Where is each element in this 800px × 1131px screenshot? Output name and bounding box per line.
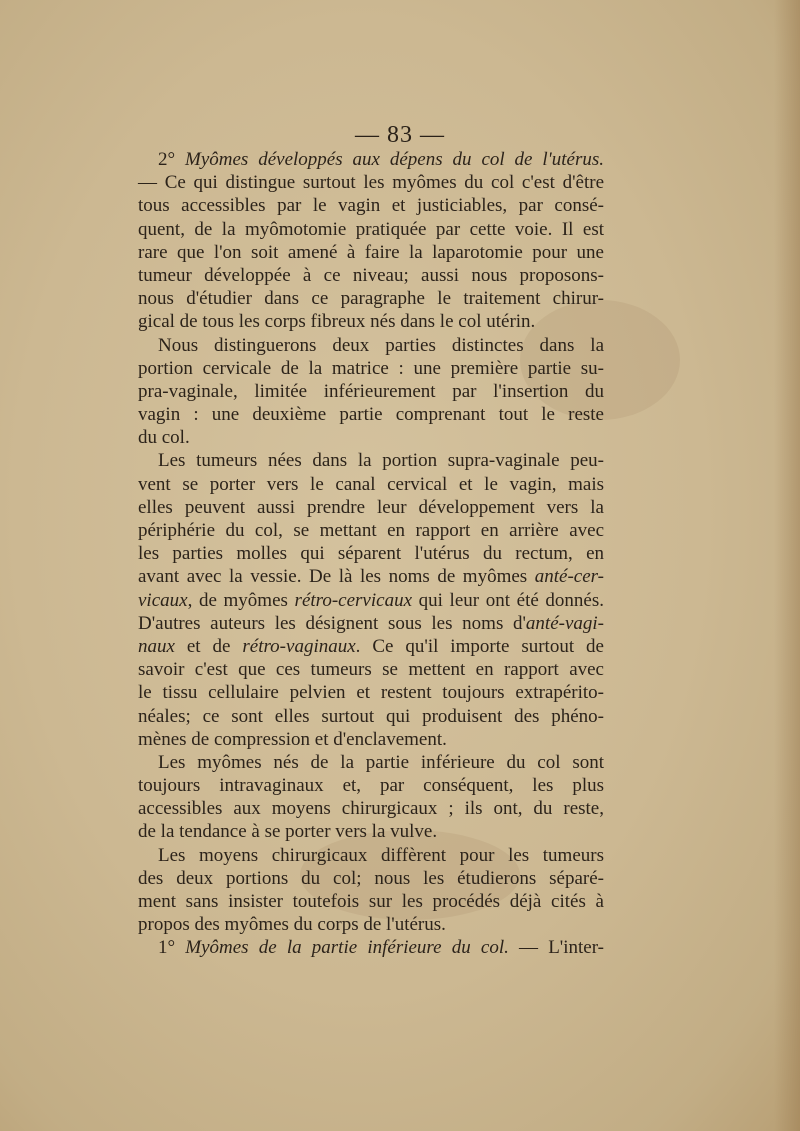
text-segment: rétro-cervicaux <box>294 589 413 611</box>
text-line <box>138 589 604 612</box>
text-segment: les parties molles qui séparent l'utérus du rectum, en <box>138 543 604 565</box>
text-line <box>138 380 604 403</box>
text-segment: vagin : une deuxième partie comprenant tout le reste <box>138 404 604 426</box>
text-segment: du col. <box>138 427 190 449</box>
text-segment: — Ce qui distingue surtout les myômes du col c'est d'être <box>138 172 604 194</box>
text-line <box>138 310 604 333</box>
text-line <box>138 705 604 728</box>
text-segment: de la tendance à se porter vers la vulve. <box>138 821 438 843</box>
text-segment: Myômes développés aux dépens du col de l'utérus. <box>185 149 604 170</box>
text-segment: tumeur développée à ce niveau; aussi nous proposons- <box>138 264 604 286</box>
text-line <box>138 681 604 704</box>
text-line <box>138 913 604 936</box>
text-segment: . Ce qu'il importe surtout de <box>355 635 604 657</box>
text-segment: Nous distinguerons deux parties distinctes dans la <box>158 334 604 356</box>
text-segment: anté-vagi- <box>525 612 604 634</box>
text-line <box>138 496 604 519</box>
text-segment: néales; ce sont elles surtout qui produisent des phéno- <box>138 705 604 727</box>
text-line <box>138 148 604 171</box>
text-line <box>138 171 604 194</box>
text-line <box>138 426 604 449</box>
text-segment: Les tumeurs nées dans la portion supra-vaginale peu- <box>158 450 604 472</box>
text-segment: avant avec la vessie. De là les noms de myômes <box>138 566 535 588</box>
text-segment: gical de tous les corps fibreux nés dans le col utérin. <box>138 311 536 333</box>
page-number: — 83 — <box>355 122 445 148</box>
text-segment: qui leur ont été donnés. <box>412 589 604 611</box>
page-edge-shadow <box>774 0 800 1131</box>
body-text <box>138 148 604 960</box>
text-line <box>138 473 604 496</box>
text-line <box>138 658 604 681</box>
text-segment: D'autres auteurs les désignent sous les noms d' <box>138 612 526 634</box>
text-segment: ment sans insister toutefois sur les procédés déjà cités à <box>138 891 604 912</box>
text-line <box>138 867 604 890</box>
text-segment: naux <box>138 635 175 657</box>
text-line <box>138 287 604 310</box>
text-segment: nous d'étudier dans ce paragraphe le traitement chirur- <box>138 288 604 310</box>
text-line <box>138 194 604 217</box>
text-segment: Myômes de la partie inférieure du col. <box>185 937 509 959</box>
text-line <box>138 334 604 357</box>
text-line <box>138 519 604 542</box>
text-line <box>138 357 604 380</box>
text-segment: tous accessibles par le vagin et justiciables, par consé- <box>138 195 604 217</box>
text-segment: toujours intravaginaux et, par conséquent, les plus <box>138 775 604 797</box>
text-line <box>138 820 604 843</box>
text-line <box>138 635 604 658</box>
text-segment: propos des myômes du corps de l'utérus. <box>138 914 446 936</box>
text-segment: quent, de la myômotomie pratiquée par cette voie. Il est <box>138 218 604 240</box>
text-segment: rétro-vaginaux <box>242 635 356 657</box>
text-segment: le tissu cellulaire pelvien et restent toujours extrapérito- <box>138 682 604 704</box>
text-segment: portion cervicale de la matrice : une première partie su- <box>138 357 604 379</box>
text-line <box>138 218 604 241</box>
text-line <box>138 542 604 565</box>
text-line <box>138 797 604 820</box>
text-segment: accessibles aux moyens chirurgicaux ; ils ont, du reste, <box>138 798 604 820</box>
text-line <box>138 844 604 867</box>
text-segment: — L'inter- <box>508 937 604 959</box>
text-segment: 1° <box>158 937 186 959</box>
text-segment: Les myômes nés de la partie inférieure du col sont <box>158 751 604 773</box>
text-line <box>138 728 604 751</box>
text-segment: vicaux <box>138 589 188 611</box>
text-segment: anté-cer- <box>534 566 604 588</box>
text-segment: , de myômes <box>187 589 295 611</box>
text-line <box>138 264 604 287</box>
text-line <box>138 751 604 774</box>
text-line <box>138 890 604 913</box>
text-segment: mènes de compression et d'enclavement. <box>138 728 447 750</box>
text-line <box>138 565 604 588</box>
text-segment: et de <box>174 635 243 657</box>
text-segment: vent se porter vers le canal cervical et le vagin, mais <box>138 473 604 495</box>
text-segment: elles peuvent aussi prendre leur développement vers la <box>138 496 604 518</box>
text-segment: Les moyens chirurgicaux diffèrent pour les tumeurs <box>158 844 604 866</box>
text-line <box>138 403 604 426</box>
text-segment: rare que l'on soit amené à faire la laparotomie pour une <box>138 241 604 263</box>
text-segment: savoir c'est que ces tumeurs se mettent en rapport avec <box>138 659 604 681</box>
text-segment: des deux portions du col; nous les étudierons séparé- <box>138 867 604 889</box>
text-segment: pra-vaginale, limitée inférieurement par l'insertion du <box>138 380 604 402</box>
text-line <box>138 449 604 472</box>
text-line <box>138 774 604 797</box>
text-segment: 2° <box>158 149 186 170</box>
text-line <box>138 612 604 635</box>
text-line <box>138 936 604 959</box>
text-line <box>138 241 604 264</box>
text-segment: périphérie du col, se mettant en rapport en arrière avec <box>138 520 604 541</box>
